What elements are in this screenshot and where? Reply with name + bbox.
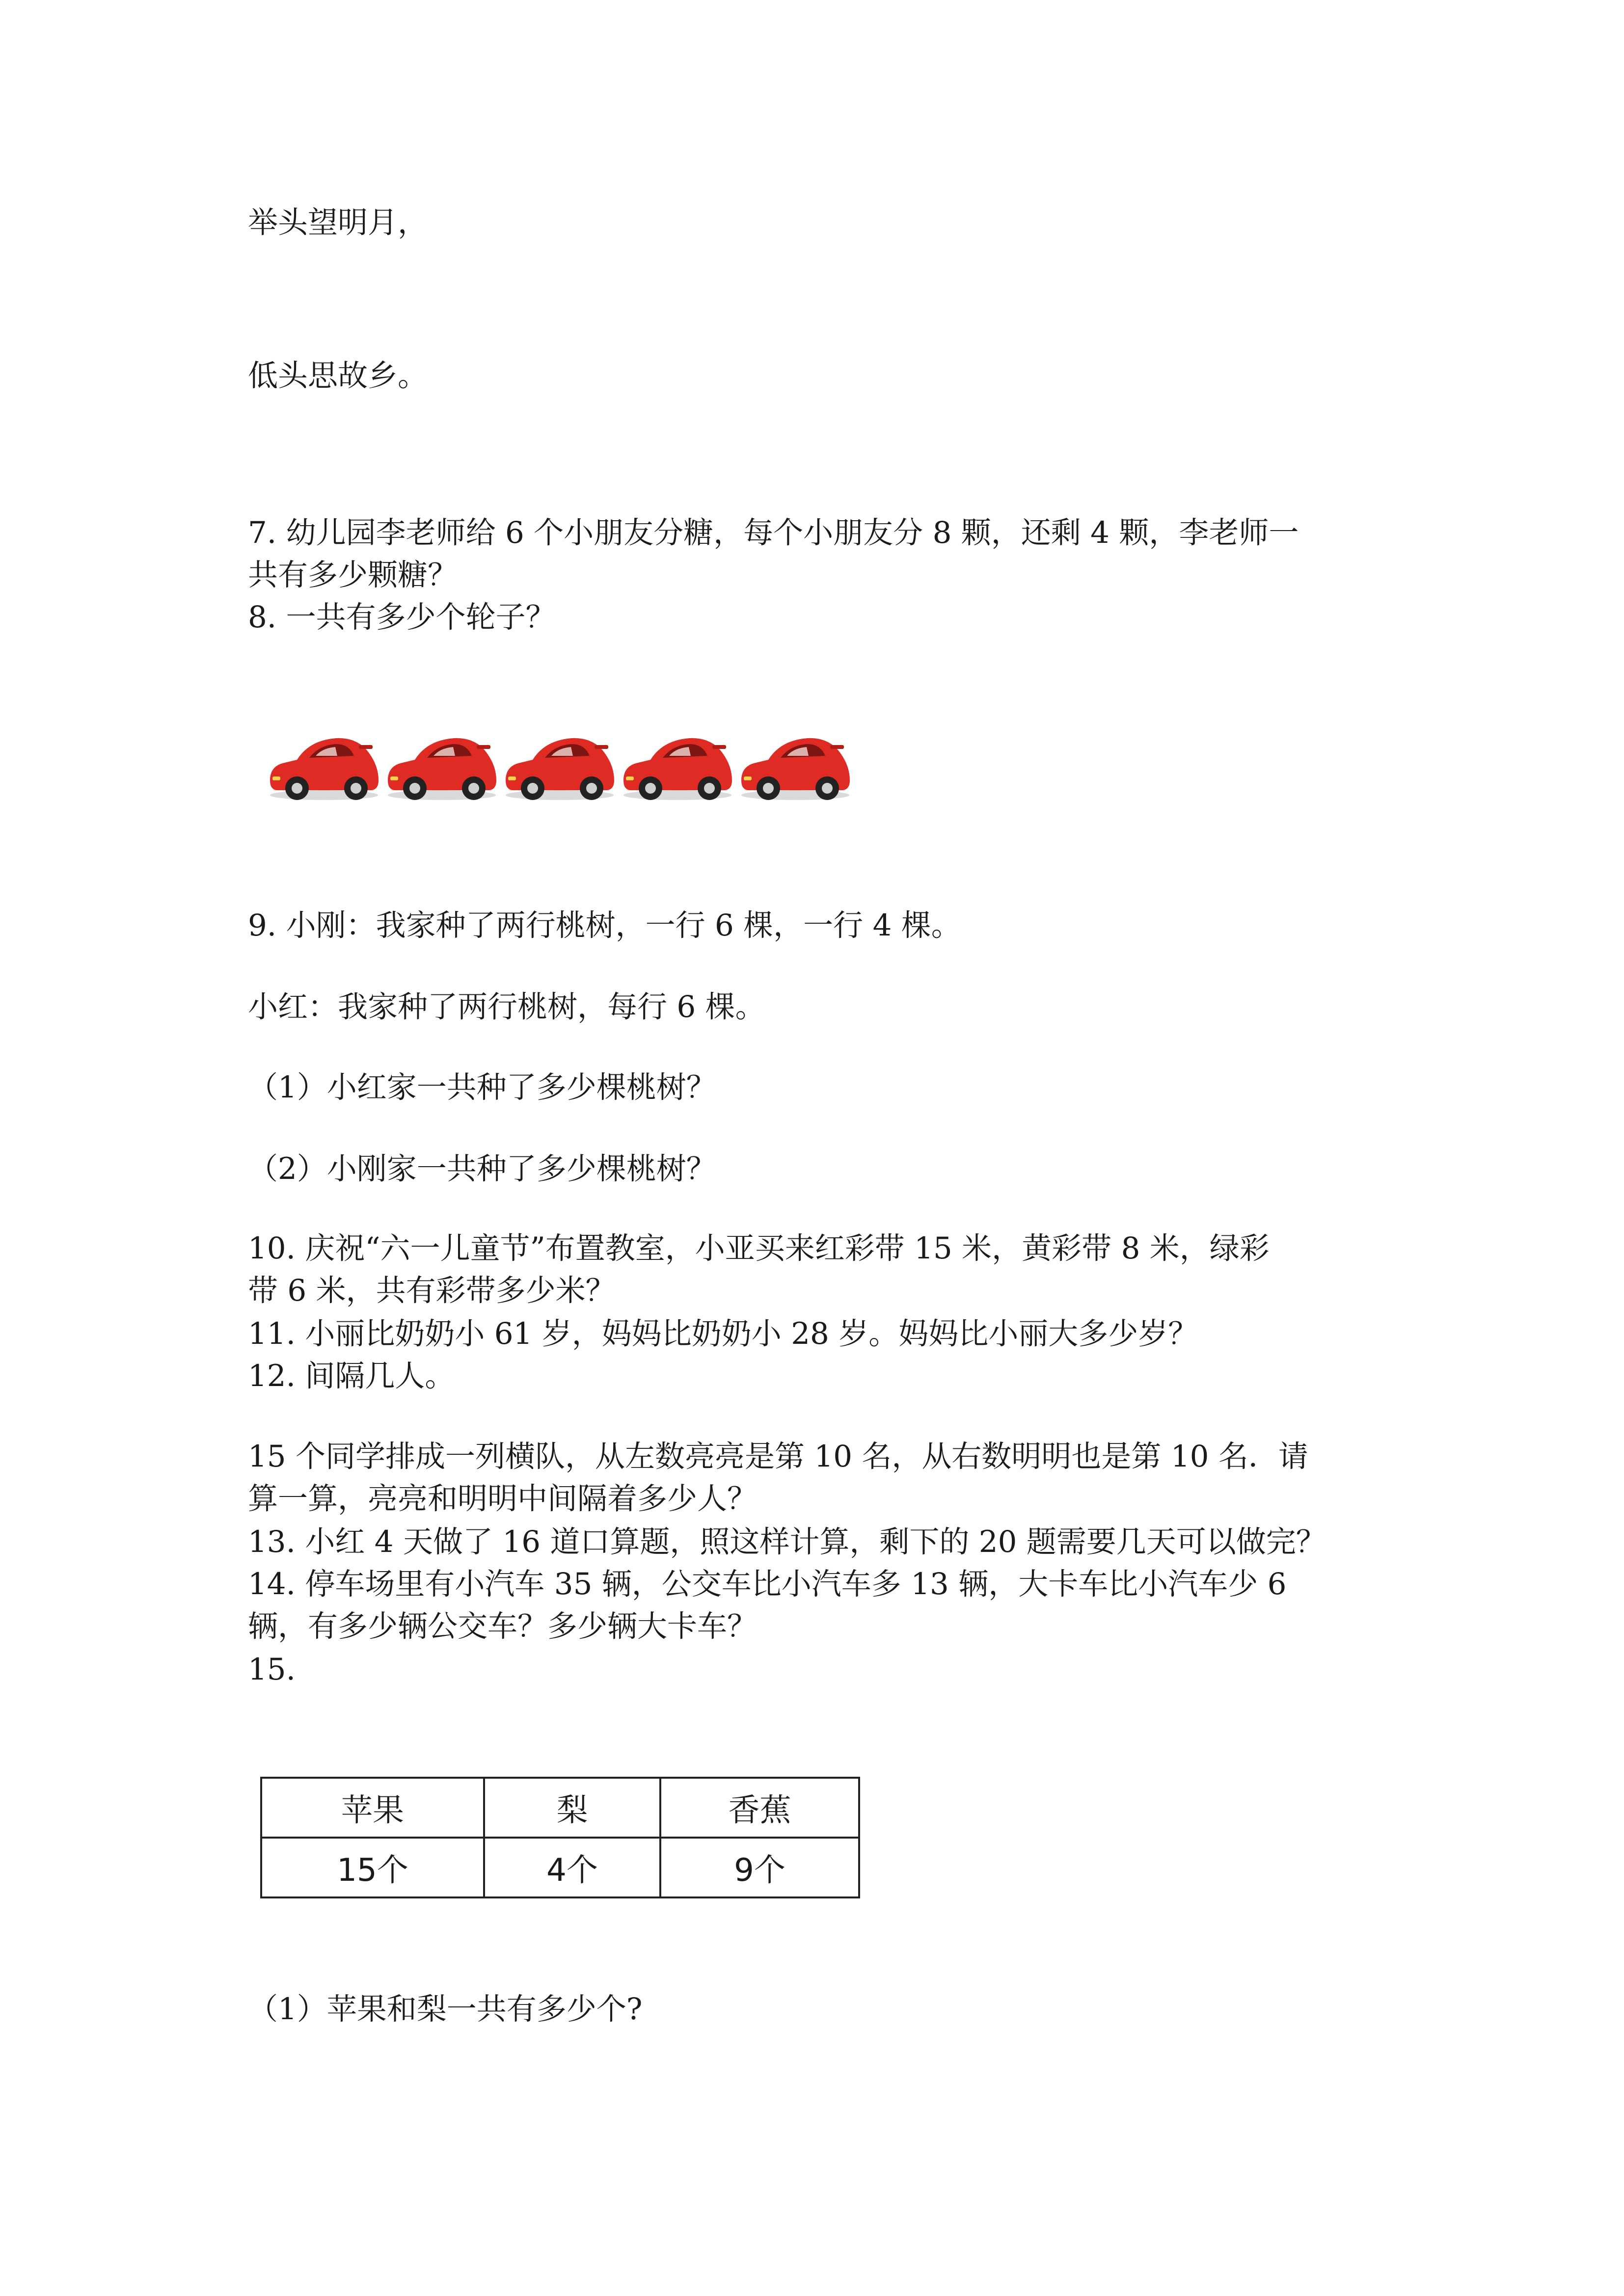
- red-car-icon: [263, 721, 385, 810]
- table-cell: 15个: [261, 1838, 484, 1897]
- question-9: 9. 小刚：我家种了两行桃树，一行 6 棵，一行 4 棵。: [248, 908, 961, 943]
- question-12-line-2: 算一算，亮亮和明明中间隔着多少人？: [248, 1481, 758, 1516]
- table-cell: 9个: [660, 1838, 859, 1897]
- question-11: 11. 小丽比奶奶小 61 岁，妈妈比奶奶小 28 岁。妈妈比小丽大多少岁？: [248, 1316, 1198, 1351]
- question-9-part-2: （2）小刚家一共种了多少棵桃树？: [248, 1151, 716, 1186]
- table-header-cell: 梨: [484, 1778, 660, 1838]
- car-images: [263, 721, 862, 810]
- question-7-line-1: 7. 幼儿园李老师给 6 个小朋友分糖，每个小朋友分 8 颗，还剩 4 颗，李老师一: [248, 515, 1299, 550]
- question-14-line-2: 辆，有多少辆公交车？多少辆大卡车？: [248, 1609, 758, 1644]
- question-14-line-1: 14. 停车场里有小汽车 35 辆，公交车比小汽车多 13 辆，大卡车比小汽车少 6: [248, 1567, 1287, 1602]
- table-header-cell: 苹果: [261, 1778, 484, 1838]
- red-car-icon: [734, 721, 857, 810]
- fruit-table: [260, 1777, 860, 1898]
- question-13: 13. 小红 4 天做了 16 道口算题，照这样计算，剩下的 20 题需要几天可以做完？: [248, 1524, 1326, 1559]
- question-12: 12. 间隔几人。: [248, 1359, 455, 1393]
- table-cell: 4个: [484, 1838, 660, 1897]
- table-header-row: [261, 1778, 859, 1838]
- poem-line-4: 低头思故乡。: [248, 358, 428, 393]
- question-12-line-1: 15 个同学排成一列横队，从左数亮亮是第 10 名，从右数明明也是第 10 名．请: [248, 1439, 1308, 1474]
- red-car-icon: [616, 721, 739, 810]
- poem-line-3: 举头望明月，: [248, 205, 428, 240]
- question-7-line-2: 共有多少颗糖？: [248, 558, 458, 592]
- table-row: [261, 1838, 859, 1897]
- question-15: 15.: [248, 1652, 296, 1687]
- red-car-icon: [380, 721, 503, 810]
- question-8: 8. 一共有多少个轮子？: [248, 600, 556, 635]
- question-10-line-1: 10. 庆祝“六一儿童节”布置教室，小亚买来红彩带 15 米，黄彩带 8 米，绿彩: [248, 1231, 1270, 1266]
- question-9-part-1: （1）小红家一共种了多少棵桃树？: [248, 1070, 716, 1105]
- question-9-xiaohong: 小红：我家种了两行桃树，每行 6 棵。: [248, 989, 765, 1024]
- question-15-part-1: （1）苹果和梨一共有多少个?: [248, 1992, 643, 2027]
- red-car-icon: [498, 721, 621, 810]
- table-header-cell: 香蕉: [660, 1778, 859, 1838]
- question-10-line-2: 带 6 米，共有彩带多少米？: [248, 1273, 616, 1308]
